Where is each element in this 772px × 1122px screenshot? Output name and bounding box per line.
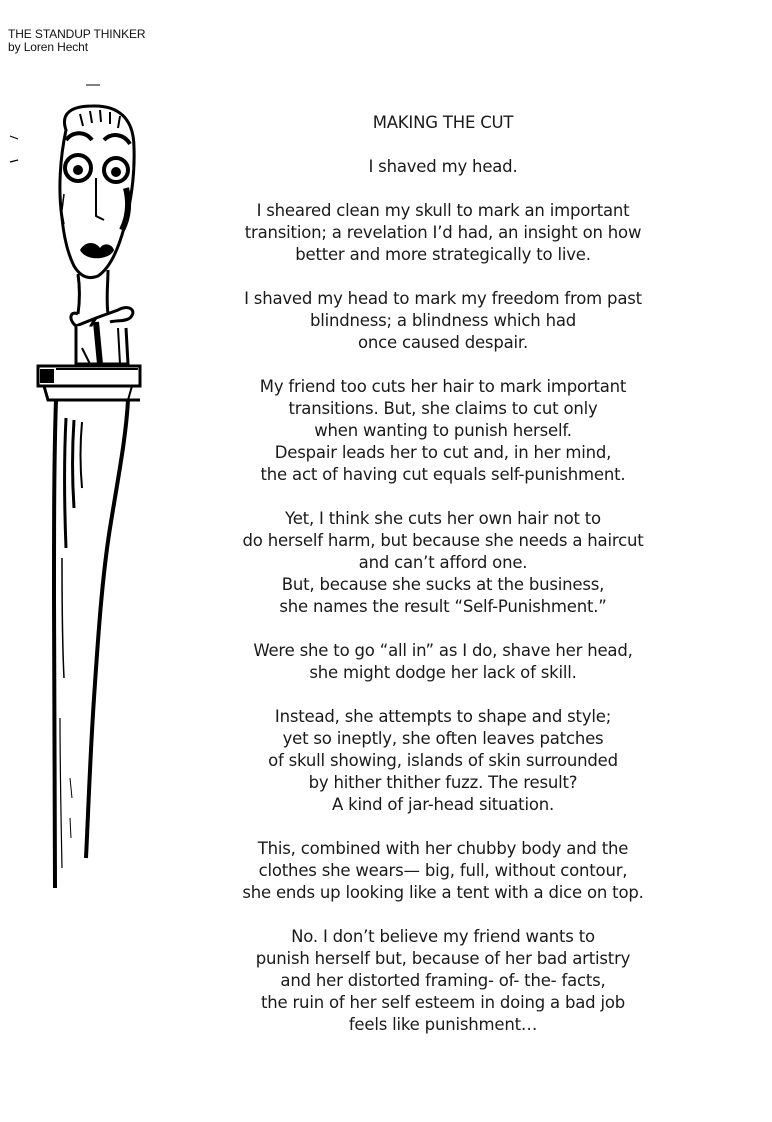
page-header — [8, 28, 145, 54]
poem-line: Instead, she attempts to shape and style; — [274, 707, 612, 726]
poem-line: Were she to go “all in” as I do, shave her head, — [253, 641, 633, 660]
poem-line: I sheared clean my skull to mark an important — [256, 201, 630, 220]
stanza — [214, 288, 672, 354]
header-title: THE STANDUP THINKER — [8, 27, 146, 41]
poem-line: punish herself but, because of her bad artistry — [255, 949, 631, 968]
poem-line: feels like punishment… — [348, 1015, 538, 1034]
poem-line: she might dodge her lack of skill. — [309, 663, 577, 682]
poem-line: clothes she wears— big, full, without contour, — [258, 861, 628, 880]
poem-line: the ruin of her self esteem in doing a bad job — [260, 993, 626, 1012]
poem-line: transition; a revelation I’d had, an insight on how — [244, 223, 642, 242]
poem-line: transitions. But, she claims to cut only — [288, 399, 598, 418]
poem-line: But, because she sucks at the business, — [281, 575, 605, 594]
poem-line: when wanting to punish herself. — [314, 421, 572, 440]
stanza — [214, 926, 672, 1036]
header-byline: by Loren Hecht — [8, 40, 88, 54]
poem-line: she names the result “Self-Punishment.” — [279, 597, 607, 616]
poem-line: of skull showing, islands of skin surrounded — [268, 751, 618, 770]
thinker-figure-on-column-icon — [0, 78, 150, 898]
poem-line: This, combined with her chubby body and the — [257, 839, 629, 858]
stanza — [214, 376, 672, 486]
poem-title: MAKING THE CUT — [372, 113, 514, 132]
poem-line: do herself harm, but because she needs a haircut — [242, 531, 644, 550]
poem-line: yet so ineptly, she often leaves patches — [282, 729, 604, 748]
stanza — [214, 200, 672, 266]
stanza — [214, 508, 672, 618]
poem-line: I shaved my head to mark my freedom from past — [244, 289, 642, 308]
stanza — [214, 640, 672, 684]
poem-line: and her distorted framing- of- the- facts, — [280, 971, 606, 990]
stanza — [214, 156, 672, 178]
poem-line: and can’t afford one. — [358, 553, 528, 572]
poem-line: No. I don’t believe my friend wants to — [291, 927, 595, 946]
poem-line: better and more strategically to live. — [295, 245, 591, 264]
poem-line: A kind of jar-head situation. — [331, 795, 555, 814]
stanza — [214, 838, 672, 904]
poem-line: by hither thither fuzz. The result? — [308, 773, 578, 792]
poem — [214, 112, 672, 1058]
poem-line: the act of having cut equals self-punishment. — [260, 465, 626, 484]
poem-line: Despair leads her to cut and, in her mind, — [274, 443, 612, 462]
poem-line: blindness; a blindness which had — [309, 311, 577, 330]
poem-line: My friend too cuts her hair to mark important — [259, 377, 627, 396]
poem-line: I shaved my head. — [368, 157, 518, 176]
poem-line: she ends up looking like a tent with a dice on top. — [242, 883, 644, 902]
stanza — [214, 706, 672, 816]
poem-line: once caused despair. — [357, 333, 529, 352]
poem-line: Yet, I think she cuts her own hair not to — [285, 509, 601, 528]
